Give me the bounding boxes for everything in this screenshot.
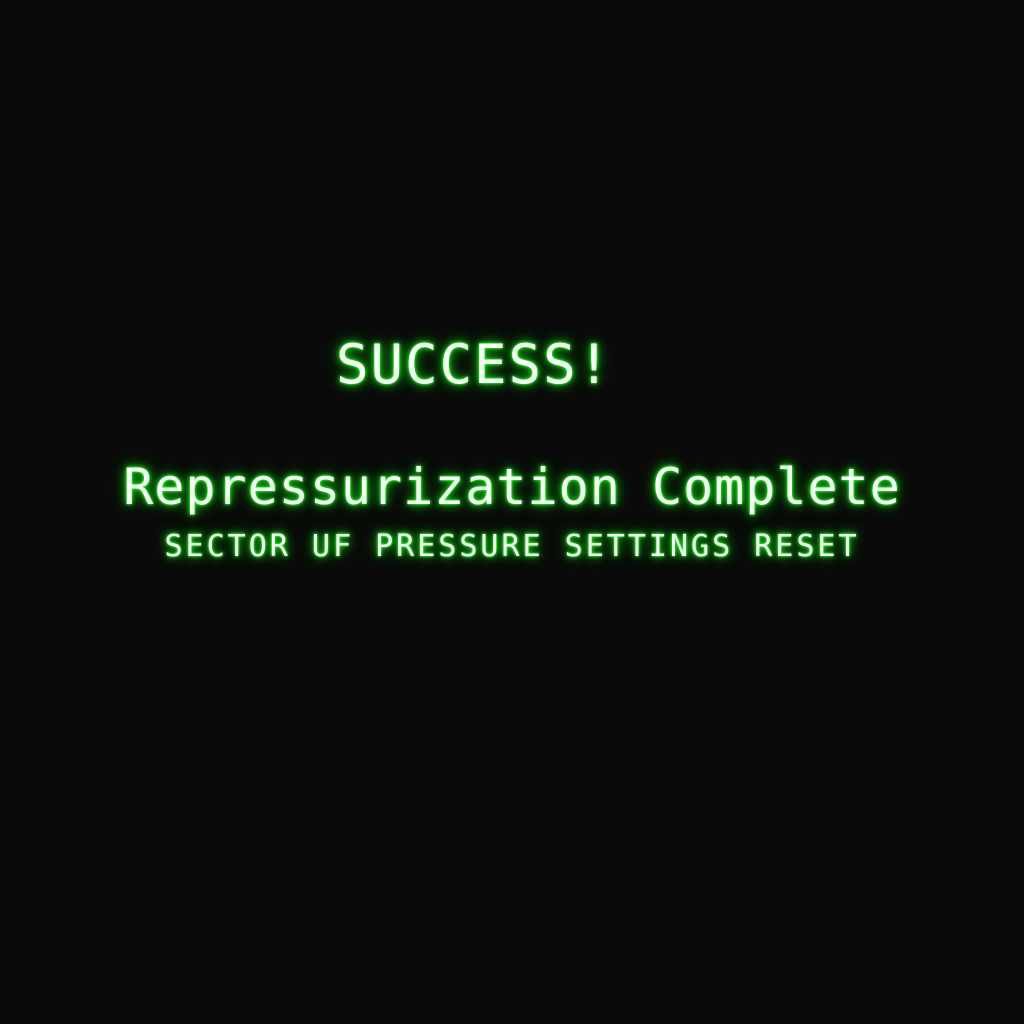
status-detail: SECTOR UF PRESSURE SETTINGS RESET — [164, 529, 860, 564]
status-subtitle: Repressurization Complete — [123, 458, 901, 516]
success-title: SUCCESS! — [336, 333, 613, 396]
